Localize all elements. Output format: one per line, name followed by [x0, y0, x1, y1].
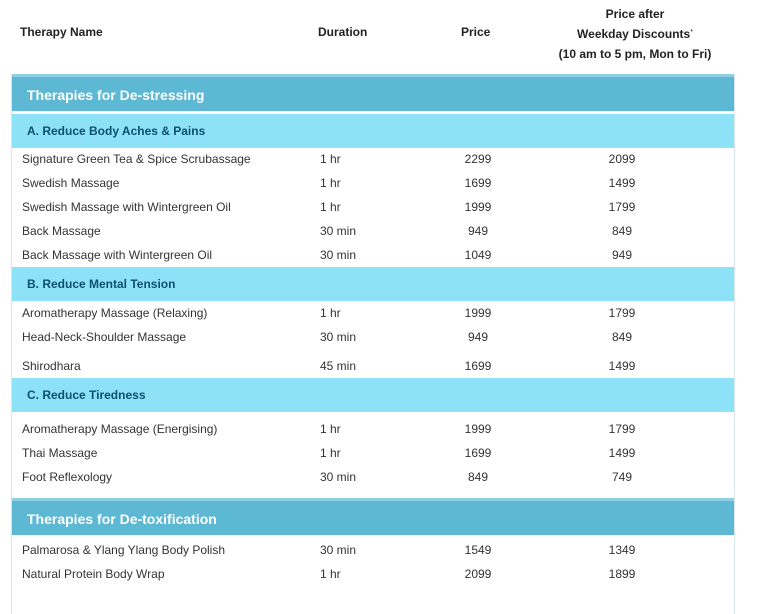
therapy-discount-price: 1899	[608, 567, 636, 581]
therapy-name: Swedish Massage with Wintergreen Oil	[22, 200, 231, 214]
therapy-name: Back Massage	[22, 224, 101, 238]
therapy-discount-price: 1799	[608, 422, 636, 436]
therapy-discount-price: 849	[611, 224, 633, 238]
therapy-name: Foot Reflexology	[22, 470, 113, 484]
therapy-price: 1049	[464, 248, 492, 262]
therapy-name: Back Massage with Wintergreen Oil	[22, 248, 213, 262]
table-row	[12, 539, 734, 563]
therapy-discount-price: 1349	[608, 543, 636, 557]
table-row	[12, 355, 734, 379]
therapy-duration: 1 hr	[320, 200, 341, 214]
therapy-price: 1999	[464, 422, 492, 436]
therapy-duration: 45 min	[320, 359, 357, 373]
table-row	[12, 442, 734, 466]
therapy-price: 1999	[464, 306, 492, 320]
group-header-tiredness: C. Reduce Tiredness	[12, 378, 734, 412]
therapy-discount-price: 1499	[608, 176, 636, 190]
therapy-duration: 1 hr	[320, 446, 341, 460]
therapy-name: Signature Green Tea & Spice Scrubassage	[22, 152, 251, 166]
therapy-price: 849	[467, 470, 489, 484]
column-header-therapy-name: Therapy Name	[20, 25, 103, 39]
group-header-mental-tension: B. Reduce Mental Tension	[12, 267, 734, 301]
therapy-name: Head-Neck-Shoulder Massage	[22, 330, 187, 344]
therapy-duration: 30 min	[320, 224, 357, 238]
column-header-weekday-discount	[545, 4, 725, 64]
therapy-name: Aromatherapy Massage (Energising)	[22, 422, 218, 436]
therapy-price-table	[11, 74, 735, 614]
therapy-name: Shirodhara	[22, 359, 81, 373]
therapy-discount-price: 1799	[608, 306, 636, 320]
therapy-duration: 30 min	[320, 330, 357, 344]
therapy-name: Swedish Massage	[22, 176, 120, 190]
table-row	[12, 244, 734, 268]
therapy-duration: 30 min	[320, 248, 357, 262]
table-row	[12, 563, 734, 587]
therapy-duration: 1 hr	[320, 306, 341, 320]
section-header-de-stressing: Therapies for De-stressing	[12, 74, 734, 111]
table-row	[12, 302, 734, 326]
therapy-duration: 1 hr	[320, 422, 341, 436]
group-header-body-aches: A. Reduce Body Aches & Pains	[12, 114, 734, 148]
therapy-name: Aromatherapy Massage (Relaxing)	[22, 306, 208, 320]
therapy-price: 949	[467, 330, 489, 344]
discount-header-text: Weekday Discounts	[577, 27, 691, 41]
discount-header-line1: Price after	[605, 7, 665, 21]
therapy-name: Natural Protein Body Wrap	[22, 567, 165, 581]
table-row	[12, 466, 734, 490]
therapy-price: 2099	[464, 567, 492, 581]
therapy-duration: 30 min	[320, 470, 357, 484]
column-header-duration: Duration	[318, 25, 368, 39]
therapy-duration: 30 min	[320, 543, 357, 557]
discount-header-line3: (10 am to 5 pm, Mon to Fri)	[558, 47, 712, 61]
discount-asterisk: *	[690, 29, 693, 36]
therapy-duration: 1 hr	[320, 176, 341, 190]
therapy-duration: 1 hr	[320, 567, 341, 581]
therapy-name: Thai Massage	[22, 446, 98, 460]
therapy-discount-price: 749	[611, 470, 633, 484]
therapy-discount-price: 2099	[608, 152, 636, 166]
table-row	[12, 196, 734, 220]
therapy-discount-price: 949	[611, 248, 633, 262]
therapy-discount-price: 1499	[608, 446, 636, 460]
therapy-price: 1699	[464, 446, 492, 460]
table-row	[12, 418, 734, 442]
table-row	[12, 148, 734, 172]
table-row	[12, 172, 734, 196]
therapy-price: 2299	[464, 152, 492, 166]
therapy-price: 1699	[464, 359, 492, 373]
therapy-price: 1699	[464, 176, 492, 190]
column-header-price: Price	[461, 25, 491, 39]
table-row	[12, 220, 734, 244]
table-row	[12, 326, 734, 350]
therapy-duration: 1 hr	[320, 152, 341, 166]
therapy-price: 949	[467, 224, 489, 238]
therapy-discount-price: 1499	[608, 359, 636, 373]
therapy-discount-price: 849	[611, 330, 633, 344]
therapy-price: 1999	[464, 200, 492, 214]
section-header-de-toxification: Therapies for De-toxification	[12, 498, 734, 535]
therapy-discount-price: 1799	[608, 200, 636, 214]
discount-header-line2	[545, 24, 725, 44]
therapy-name: Palmarosa & Ylang Ylang Body Polish	[22, 543, 226, 557]
therapy-price: 1549	[464, 543, 492, 557]
